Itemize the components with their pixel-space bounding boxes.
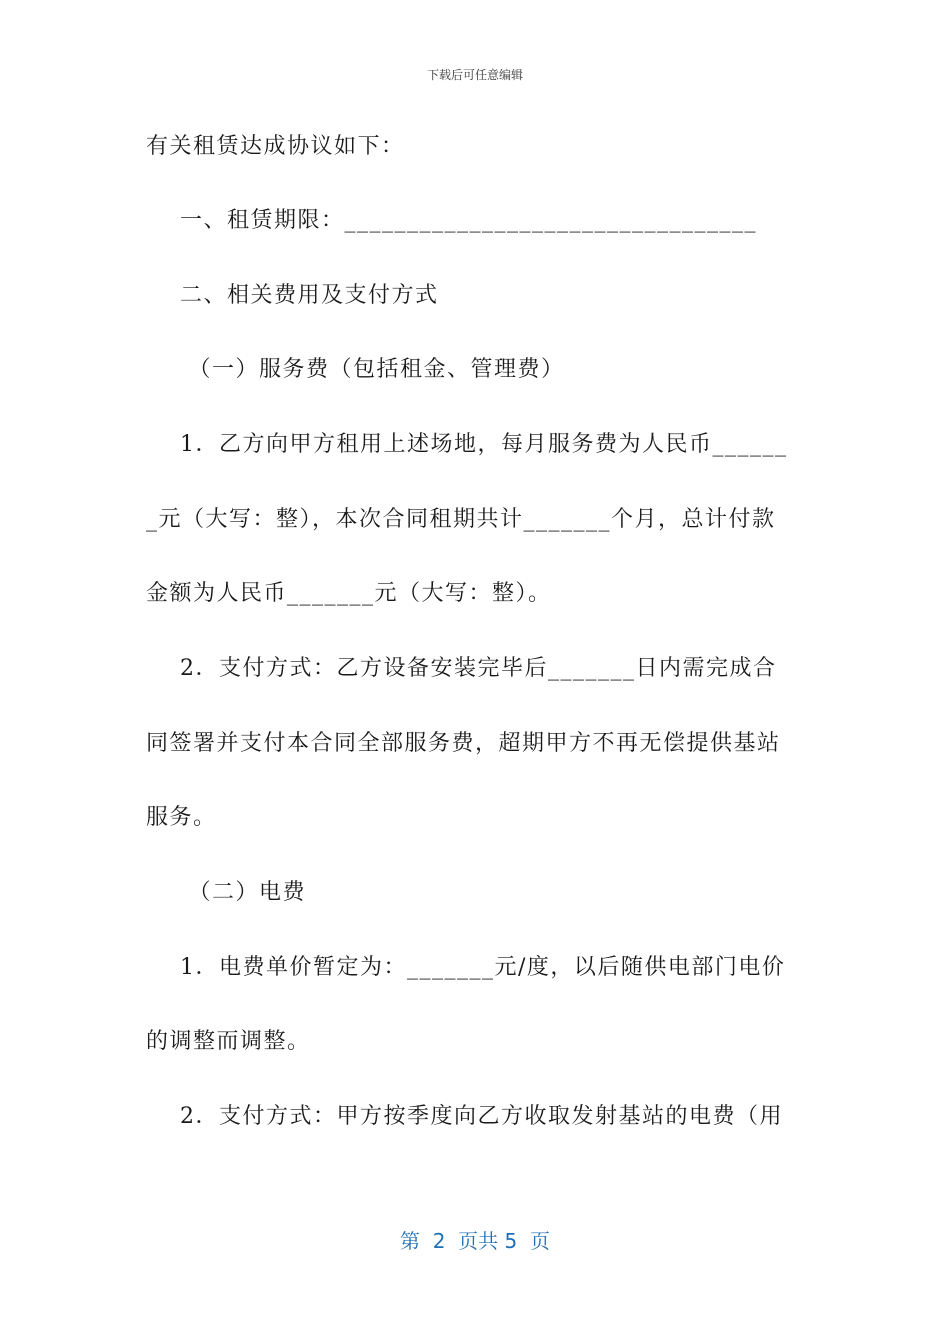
clause-service-fee-1b: _元（大写：整），本次合同租期共计_______个月，总计付款: [146, 507, 776, 532]
clause-electricity-1a: 1．电费单价暂定为：_______元/度，以后随供电部门电价: [146, 955, 786, 980]
clause-service-fee-1c: 金额为人民币_______元（大写：整）。: [146, 581, 552, 606]
clause-payment-2b: 同签署并支付本合同全部服务费，超期甲方不再无偿提供基站: [146, 731, 781, 756]
clause-electricity-1b: 的调整而调整。: [146, 1029, 311, 1054]
subsection-service-fee: （一）服务费（包括租金、管理费）: [146, 357, 565, 382]
section-lease-term: 一、租赁期限：_________________________________: [146, 208, 757, 233]
clause-payment-2a: 2．支付方式：乙方设备安装完毕后_______日内需完成合: [146, 656, 777, 681]
clause-electricity-2a: 2．支付方式：甲方按季度向乙方收取发射基站的电费（用: [146, 1104, 783, 1129]
clause-service-fee-1a: 1．乙方向甲方租用上述场地，每月服务费为人民币______: [146, 432, 788, 457]
page-header: 下载后可任意编辑: [426, 68, 523, 82]
clause-payment-2c: 服务。: [146, 805, 217, 830]
section-fees-payment: 二、相关费用及支付方式: [146, 283, 439, 308]
paragraph-intro: 有关租赁达成协议如下：: [146, 134, 405, 159]
page-number-footer: 第 2 页共 5 页: [400, 1229, 550, 1253]
subsection-electricity: （二）电费: [146, 880, 306, 905]
